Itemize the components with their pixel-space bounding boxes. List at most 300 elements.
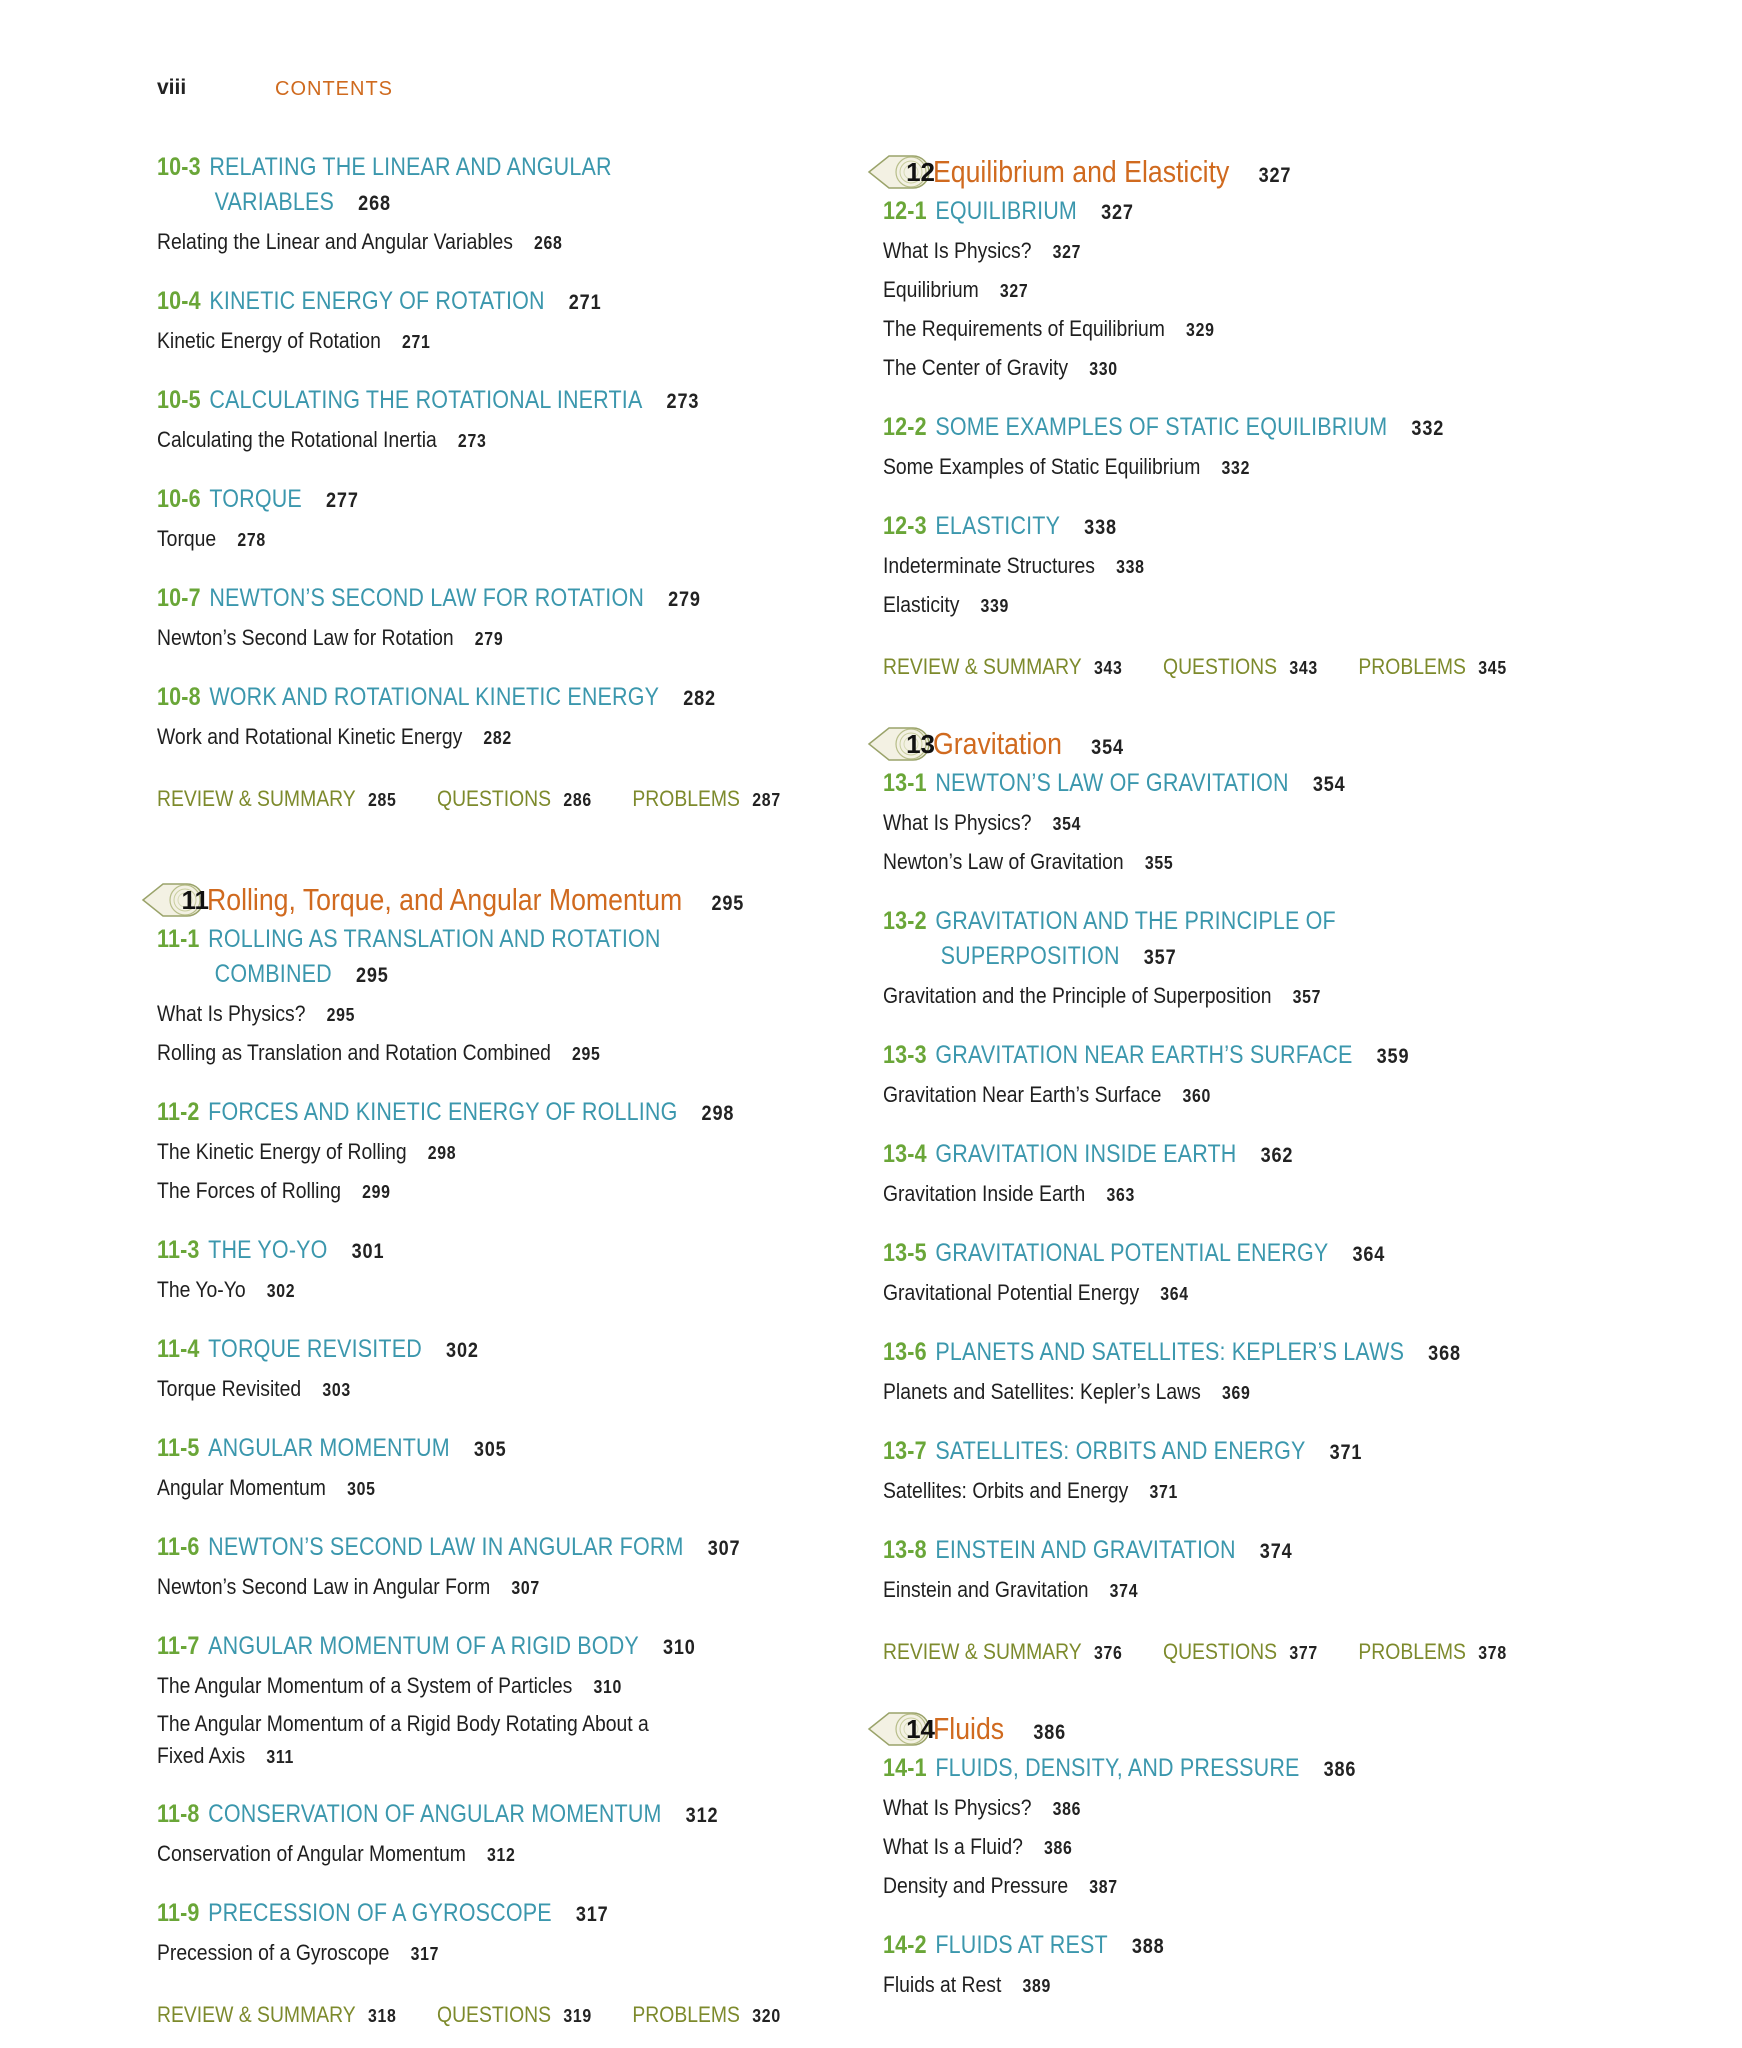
entry-page-number: 278 [237, 530, 266, 550]
module-heading[interactable] [883, 1928, 1485, 1964]
module-list-12 [883, 194, 1583, 625]
chapter-12-heading[interactable] [883, 150, 1583, 194]
module-page-number: 362 [1260, 1144, 1294, 1167]
entry-page-number: 312 [486, 1845, 516, 1865]
entry-title: Einstein and Gravitation [883, 1577, 1089, 1602]
module-title: ANGULAR MOMENTUM [208, 1434, 450, 1462]
chapter-11-heading[interactable] [157, 878, 857, 922]
chapter-page-number: 327 [1258, 164, 1292, 187]
toc-module-14-1 [883, 1751, 1583, 1906]
module-title: SOME EXAMPLES OF STATIC EQUILIBRIUM [935, 413, 1388, 441]
toc-module-13-2 [883, 904, 1583, 1016]
module-number: 13-8 [883, 1536, 927, 1564]
toc-entry[interactable] [157, 223, 773, 262]
entry-page-number: 279 [474, 629, 504, 649]
entry-title: Precession of a Gyroscope [157, 1940, 390, 1965]
module-heading[interactable] [883, 410, 1485, 446]
entry-title: Some Examples of Static Equilibrium [883, 454, 1201, 479]
entry-page-number: 298 [427, 1143, 457, 1163]
module-heading[interactable] [883, 1137, 1485, 1173]
module-page-number: 374 [1259, 1540, 1293, 1563]
toc-entry[interactable] [157, 1667, 773, 1706]
module-page-number: 282 [683, 687, 716, 710]
module-number: 10-3 [157, 153, 201, 181]
problems-link[interactable]: PROBLEMS [1358, 1639, 1466, 1664]
entry-title: The Angular Momentum of a Rigid Body Rotating About a Fixed Axis [157, 1711, 649, 1768]
entry-page-number: 295 [326, 1005, 356, 1025]
entry-title: What Is Physics? [157, 1001, 306, 1026]
review-row-13 [883, 1632, 1507, 1673]
module-heading[interactable] [157, 1332, 759, 1368]
module-number: 11-5 [157, 1434, 200, 1462]
toc-entry[interactable] [157, 619, 773, 658]
folio: viii [157, 76, 187, 99]
module-heading[interactable] [157, 1629, 759, 1665]
chapter-14-heading[interactable] [883, 1707, 1583, 1751]
module-list-14 [883, 1751, 1583, 2005]
module-title: CALCULATING THE ROTATIONAL INERTIA [209, 386, 643, 414]
toc-entry[interactable] [157, 520, 773, 559]
entry-page-number: 387 [1089, 1877, 1118, 1897]
running-head: CONTENTS [275, 78, 393, 100]
module-title: TORQUE REVISITED [208, 1335, 422, 1363]
entry-title: Rolling as Translation and Rotation Combined [157, 1040, 551, 1065]
module-page-number: 354 [1312, 773, 1346, 796]
toc-entry[interactable] [157, 995, 773, 1034]
toc-entry[interactable] [883, 1373, 1499, 1412]
module-page-number: 312 [685, 1804, 719, 1827]
module-number: 11-2 [157, 1098, 200, 1126]
problems-page-number: 287 [752, 790, 781, 810]
toc-module-13-1 [883, 766, 1583, 882]
review-summary-link[interactable]: REVIEW & SUMMARY [157, 2002, 356, 2027]
toc-entry[interactable] [157, 1133, 773, 1172]
module-heading[interactable] [883, 1751, 1485, 1787]
chapter-title [933, 150, 1291, 198]
questions-page-number: 319 [563, 2006, 592, 2026]
chapter-page-number: 386 [1033, 1721, 1067, 1744]
entry-title: Indeterminate Structures [883, 553, 1095, 578]
review-summary-page-number: 376 [1093, 1643, 1123, 1663]
chapter-page-number: 354 [1091, 736, 1124, 759]
entry-page-number: 386 [1052, 1799, 1082, 1819]
right-column [883, 150, 1583, 2027]
entry-page-number: 360 [1182, 1086, 1212, 1106]
chapter-page-number: 295 [711, 892, 745, 915]
module-page-number: 332 [1411, 417, 1445, 440]
module-heading[interactable] [883, 904, 1537, 975]
toc-entry[interactable] [883, 1274, 1499, 1313]
toc-module-13-7 [883, 1434, 1583, 1511]
toc-entry[interactable] [883, 1076, 1499, 1115]
module-title-line1: RELATING THE LINEAR AND ANGULAR [209, 153, 612, 181]
toc-module-13-3 [883, 1038, 1583, 1115]
toc-entry[interactable] [157, 322, 773, 361]
module-heading[interactable] [883, 1335, 1485, 1371]
toc-module-11-2 [157, 1095, 857, 1211]
entry-title: Angular Momentum [157, 1475, 326, 1500]
entry-page-number: 355 [1144, 853, 1174, 873]
review-summary-link[interactable]: REVIEW & SUMMARY [157, 786, 356, 811]
toc-entry[interactable] [157, 718, 773, 757]
module-title-line2: VARIABLES [214, 188, 335, 216]
module-page-number: 327 [1101, 201, 1134, 224]
entry-page-number: 374 [1109, 1581, 1139, 1601]
module-number: 14-2 [883, 1931, 927, 1959]
toc-module-10-7 [157, 581, 857, 658]
entry-page-number: 369 [1221, 1383, 1251, 1403]
toc-entry[interactable] [883, 586, 1499, 625]
module-heading[interactable] [157, 1431, 759, 1467]
module-page-number: 295 [355, 964, 389, 987]
toc-entry[interactable] [157, 1835, 773, 1874]
module-heading[interactable] [157, 922, 811, 993]
toc-module-11-9 [157, 1896, 857, 1973]
module-number: 11-1 [157, 925, 200, 953]
toc-entry[interactable] [157, 1034, 773, 1073]
module-number: 11-6 [157, 1533, 200, 1561]
entry-title: Torque [157, 526, 217, 551]
toc-entry[interactable] [157, 1469, 773, 1508]
review-row-10 [157, 779, 781, 820]
module-list-11 [157, 922, 857, 1973]
module-title-line2: SUPERPOSITION [940, 942, 1120, 970]
module-list-10 [157, 150, 857, 757]
module-page-number: 302 [446, 1339, 479, 1362]
toc-entry[interactable] [883, 232, 1499, 271]
toc-entry[interactable] [157, 1568, 773, 1607]
module-page-number: 301 [351, 1240, 385, 1263]
module-title: EQUILIBRIUM [935, 197, 1077, 225]
module-title: FORCES AND KINETIC ENERGY OF ROLLING [208, 1098, 678, 1126]
module-page-number: 273 [666, 390, 700, 413]
chapter-title [933, 1707, 1066, 1755]
toc-module-11-5 [157, 1431, 857, 1508]
module-heading[interactable] [157, 482, 759, 518]
module-heading[interactable] [157, 680, 759, 716]
entry-title: The Center of Gravity [883, 355, 1069, 380]
questions-link[interactable]: QUESTIONS [437, 2002, 552, 2027]
module-heading[interactable] [883, 509, 1485, 545]
toc-module-12-1 [883, 194, 1583, 388]
module-title: FLUIDS AT REST [935, 1931, 1108, 1959]
entry-page-number: 354 [1052, 814, 1082, 834]
entry-title: The Yo-Yo [157, 1277, 246, 1302]
module-number: 13-2 [883, 907, 927, 935]
module-page-number: 371 [1329, 1441, 1363, 1464]
module-title: GRAVITATIONAL POTENTIAL ENERGY [935, 1239, 1329, 1267]
module-title: CONSERVATION OF ANGULAR MOMENTUM [208, 1800, 662, 1828]
entry-page-number: 273 [457, 431, 487, 451]
entry-page-number: 338 [1116, 557, 1145, 577]
module-page-number: 305 [473, 1438, 507, 1461]
module-heading[interactable] [157, 1233, 759, 1269]
module-heading[interactable] [157, 1896, 759, 1932]
module-title-line1: ROLLING AS TRANSLATION AND ROTATION [208, 925, 661, 953]
entry-title: Relating the Linear and Angular Variables [157, 229, 513, 254]
module-number: 10-4 [157, 287, 201, 315]
module-title: NEWTON’S SECOND LAW FOR ROTATION [209, 584, 645, 612]
module-number: 10-8 [157, 683, 201, 711]
review-row-12 [883, 647, 1507, 688]
chapter-title [933, 722, 1124, 770]
entry-title: Elasticity [883, 592, 960, 617]
module-title: NEWTON’S LAW OF GRAVITATION [935, 769, 1289, 797]
entry-title: The Forces of Rolling [157, 1178, 342, 1203]
chapter-number: 13 [906, 729, 935, 759]
entry-page-number: 329 [1186, 320, 1215, 340]
entry-page-number: 303 [322, 1380, 351, 1400]
module-number: 11-7 [157, 1632, 200, 1660]
module-heading[interactable] [883, 1434, 1485, 1470]
questions-link[interactable]: QUESTIONS [1163, 654, 1278, 679]
toc-module-10-5 [157, 383, 857, 460]
entry-page-number: 386 [1043, 1838, 1073, 1858]
toc-entry[interactable] [883, 977, 1499, 1016]
module-number: 13-6 [883, 1338, 927, 1366]
module-title: TORQUE [209, 485, 302, 513]
module-heading[interactable] [883, 1236, 1485, 1272]
chapter-title-text: Gravitation [933, 726, 1062, 761]
module-page-number: 298 [701, 1102, 735, 1125]
chapter-13-heading[interactable] [883, 722, 1583, 766]
entry-title: Equilibrium [883, 277, 979, 302]
toc-entry[interactable] [157, 421, 773, 460]
module-number: 11-4 [157, 1335, 200, 1363]
entry-page-number: 389 [1022, 1976, 1052, 1996]
module-page-number: 271 [568, 291, 602, 314]
module-title: PRECESSION OF A GYROSCOPE [208, 1899, 552, 1927]
module-heading[interactable] [157, 284, 759, 320]
entry-title: Newton’s Second Law in Angular Form [157, 1574, 491, 1599]
toc-entry[interactable] [883, 1571, 1499, 1610]
toc-entry[interactable] [883, 1789, 1499, 1828]
module-page-number: 307 [707, 1537, 741, 1560]
module-number: 13-7 [883, 1437, 927, 1465]
toc-module-10-8 [157, 680, 857, 757]
questions-page-number: 377 [1289, 1643, 1318, 1663]
module-title: ELASTICITY [935, 512, 1061, 540]
module-title-line2-wrap [157, 185, 811, 221]
module-heading[interactable] [157, 383, 759, 419]
toc-entry[interactable] [883, 1472, 1499, 1511]
module-page-number: 338 [1084, 516, 1117, 539]
entry-title: Calculating the Rotational Inertia [157, 427, 437, 452]
problems-link[interactable]: PROBLEMS [1358, 654, 1466, 679]
toc-module-12-3 [883, 509, 1583, 625]
review-row-11 [157, 1995, 781, 2036]
module-number: 13-5 [883, 1239, 927, 1267]
module-title: KINETIC ENERGY OF ROTATION [209, 287, 545, 315]
module-title: PLANETS AND SATELLITES: KEPLER’S LAWS [935, 1338, 1405, 1366]
toc-module-11-1 [157, 922, 857, 1073]
entry-title: Kinetic Energy of Rotation [157, 328, 381, 353]
entry-page-number: 317 [410, 1944, 440, 1964]
problems-page-number: 378 [1478, 1643, 1507, 1663]
chapter-title-text: Fluids [933, 1711, 1005, 1746]
toc-entry[interactable] [883, 310, 1499, 349]
toc-module-11-8 [157, 1797, 857, 1874]
toc-entry[interactable] [883, 843, 1499, 882]
module-heading[interactable] [883, 1533, 1485, 1569]
toc-entry[interactable] [157, 1934, 773, 1973]
entry-page-number: 295 [572, 1044, 601, 1064]
toc-module-13-4 [883, 1137, 1583, 1214]
toc-module-11-7 [157, 1629, 857, 1775]
module-number: 11-9 [157, 1899, 200, 1927]
chapter-number: 14 [906, 1714, 935, 1744]
module-number: 12-2 [883, 413, 927, 441]
entry-page-number: 327 [1052, 242, 1082, 262]
entry-title: Density and Pressure [883, 1873, 1069, 1898]
module-heading[interactable] [157, 581, 759, 617]
toc-module-10-4 [157, 284, 857, 361]
entry-title: Gravitational Potential Energy [883, 1280, 1140, 1305]
module-heading[interactable] [883, 766, 1485, 802]
problems-link[interactable]: PROBLEMS [632, 2002, 740, 2027]
entry-page-number: 271 [401, 332, 431, 352]
entry-page-number: 330 [1089, 359, 1118, 379]
chapter-number: 12 [906, 157, 935, 187]
module-list-13 [883, 766, 1583, 1610]
entry-page-number: 299 [362, 1182, 391, 1202]
questions-page-number: 286 [563, 790, 592, 810]
module-title-line2-wrap [883, 939, 1537, 975]
entry-title: Work and Rotational Kinetic Energy [157, 724, 463, 749]
entry-title: The Angular Momentum of a System of Particles [157, 1673, 573, 1698]
module-title-line1: GRAVITATION AND THE PRINCIPLE OF [935, 907, 1336, 935]
toc-module-10-3 [157, 150, 857, 262]
module-number: 11-8 [157, 1800, 200, 1828]
entry-title: What Is Physics? [883, 810, 1032, 835]
review-summary-page-number: 318 [367, 2006, 397, 2026]
module-number: 12-3 [883, 512, 927, 540]
module-title-line2: COMBINED [214, 960, 332, 988]
module-heading[interactable] [157, 1797, 759, 1833]
toc-entry[interactable] [883, 1867, 1499, 1906]
module-page-number: 368 [1428, 1342, 1461, 1365]
toc-entry[interactable] [883, 547, 1499, 586]
toc-module-13-5 [883, 1236, 1583, 1313]
entry-title: What Is a Fluid? [883, 1834, 1023, 1859]
toc-module-12-2 [883, 410, 1583, 487]
module-page-number: 364 [1352, 1243, 1386, 1266]
questions-link[interactable]: QUESTIONS [1163, 1639, 1278, 1664]
review-summary-page-number: 343 [1093, 658, 1123, 678]
review-summary-page-number: 285 [367, 790, 397, 810]
entry-page-number: 363 [1106, 1185, 1135, 1205]
module-title: ANGULAR MOMENTUM OF A RIGID BODY [208, 1632, 639, 1660]
module-title: GRAVITATION INSIDE EARTH [935, 1140, 1237, 1168]
entry-title: What Is Physics? [883, 238, 1032, 263]
review-summary-link[interactable]: REVIEW & SUMMARY [883, 1639, 1082, 1664]
chapter-title-text: Rolling, Torque, and Angular Momentum [207, 882, 683, 917]
module-heading[interactable] [157, 150, 811, 221]
problems-page-number: 345 [1478, 658, 1507, 678]
toc-module-14-2 [883, 1928, 1583, 2005]
module-page-number: 279 [668, 588, 701, 611]
toc-entry[interactable] [883, 1966, 1499, 2005]
toc-entry[interactable] [883, 804, 1499, 843]
toc-module-11-4 [157, 1332, 857, 1409]
module-number: 10-7 [157, 584, 201, 612]
toc-entry[interactable] [157, 1271, 773, 1310]
entry-title: Gravitation Near Earth’s Surface [883, 1082, 1162, 1107]
module-number: 13-3 [883, 1041, 927, 1069]
toc-entry[interactable] [883, 349, 1499, 388]
module-heading[interactable] [883, 194, 1485, 230]
toc-entry[interactable] [883, 1828, 1499, 1867]
entry-title: Gravitation and the Principle of Superposition [883, 983, 1272, 1008]
entry-title: Satellites: Orbits and Energy [883, 1478, 1129, 1503]
module-page-number: 310 [663, 1636, 696, 1659]
chapter-number: 11 [181, 885, 209, 915]
module-number: 13-4 [883, 1140, 927, 1168]
entry-page-number: 327 [999, 281, 1029, 301]
entry-page-number: 282 [483, 728, 512, 748]
chapter-title-text: Equilibrium and Elasticity [933, 154, 1230, 189]
module-heading[interactable] [157, 1530, 759, 1566]
questions-page-number: 343 [1289, 658, 1318, 678]
module-page-number: 388 [1131, 1935, 1165, 1958]
toc-module-13-8 [883, 1533, 1583, 1610]
module-heading[interactable] [883, 1038, 1485, 1074]
chapter-title [207, 878, 744, 926]
questions-link[interactable]: QUESTIONS [437, 786, 552, 811]
module-title: EINSTEIN AND GRAVITATION [935, 1536, 1236, 1564]
toc-module-11-3 [157, 1233, 857, 1310]
entry-title: Conservation of Angular Momentum [157, 1841, 466, 1866]
entry-title: Newton’s Second Law for Rotation [157, 625, 454, 650]
module-page-number: 386 [1323, 1758, 1357, 1781]
entry-page-number: 268 [534, 233, 563, 253]
module-number: 13-1 [883, 769, 927, 797]
module-title-line2-wrap [157, 957, 811, 993]
toc-entry[interactable] [157, 1370, 773, 1409]
module-page-number: 359 [1376, 1045, 1410, 1068]
entry-page-number: 311 [266, 1747, 295, 1767]
module-page-number: 317 [575, 1903, 609, 1926]
toc-module-11-6 [157, 1530, 857, 1607]
module-number: 11-3 [157, 1236, 200, 1264]
module-title: THE YO-YO [208, 1236, 328, 1264]
toc-entry[interactable] [157, 1172, 773, 1211]
entry-title: The Kinetic Energy of Rolling [157, 1139, 407, 1164]
problems-link[interactable]: PROBLEMS [632, 786, 740, 811]
module-heading[interactable] [157, 1095, 759, 1131]
entry-title: Torque Revisited [157, 1376, 302, 1401]
toc-entry[interactable] [883, 1175, 1499, 1214]
toc-entry[interactable] [157, 1706, 667, 1775]
module-number: 14-1 [883, 1754, 927, 1782]
entry-page-number: 332 [1221, 458, 1251, 478]
review-summary-link[interactable]: REVIEW & SUMMARY [883, 654, 1082, 679]
module-number: 10-6 [157, 485, 201, 513]
module-title: WORK AND ROTATIONAL KINETIC ENERGY [209, 683, 660, 711]
module-page-number: 357 [1143, 946, 1177, 969]
entry-title: Planets and Satellites: Kepler’s Laws [883, 1379, 1201, 1404]
entry-title: Newton’s Law of Gravitation [883, 849, 1124, 874]
left-column [157, 150, 857, 2036]
problems-page-number: 320 [752, 2006, 781, 2026]
toc-entry[interactable] [883, 271, 1499, 310]
entry-title: Fluids at Rest [883, 1972, 1002, 1997]
module-title: GRAVITATION NEAR EARTH’S SURFACE [935, 1041, 1353, 1069]
module-title: NEWTON’S SECOND LAW IN ANGULAR FORM [208, 1533, 684, 1561]
entry-page-number: 305 [347, 1479, 376, 1499]
toc-entry[interactable] [883, 448, 1499, 487]
module-page-number: 268 [358, 192, 391, 215]
